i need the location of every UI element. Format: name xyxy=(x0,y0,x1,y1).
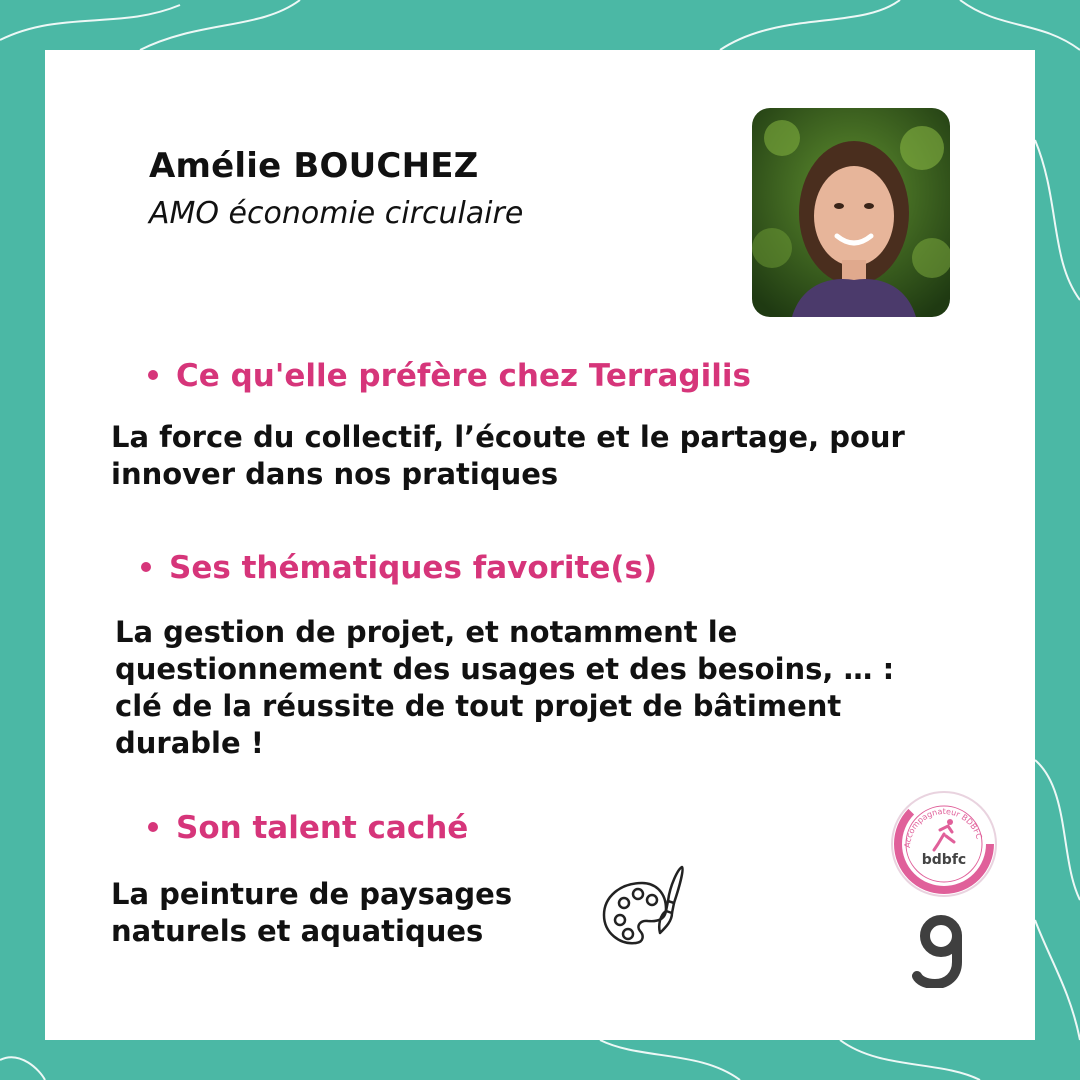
svg-text:Accompagnateur BDBFC: Accompagnateur BDBFC xyxy=(902,806,984,849)
portrait-photo xyxy=(752,108,950,317)
bullet-dot-icon xyxy=(141,562,151,572)
profile-role: AMO économie circulaire xyxy=(149,196,524,231)
g-logo-icon xyxy=(911,912,971,988)
section-text-themes: La gestion de projet, et notamment le questionnement des usages et des besoins, … : clé de la réussite de tout projet de bâtiment durable ! xyxy=(115,615,895,760)
paint-palette-icon xyxy=(600,863,692,955)
svg-text:bdbfc: bdbfc xyxy=(921,852,967,868)
bullet-dot-icon xyxy=(148,822,158,832)
bullet-dot-icon xyxy=(148,370,158,380)
svg-text:2023: 2023 xyxy=(933,873,955,882)
section-heading-favorite: Ce qu'elle préfère chez Terragilis xyxy=(148,358,751,394)
section-text-favorite: La force du collectif, l’écoute et le partage, pour innover dans nos pratiques xyxy=(111,420,905,491)
section-text-talent: La peinture de paysages naturels et aquatiques xyxy=(111,877,513,948)
profile-name: Amélie BOUCHEZ xyxy=(149,146,479,186)
section-heading-talent: Son talent caché xyxy=(148,810,468,846)
profile-card xyxy=(45,50,1035,1040)
section-heading-themes: Ses thématiques favorite(s) xyxy=(141,550,657,586)
bdbfc-seal-badge xyxy=(888,788,1000,900)
